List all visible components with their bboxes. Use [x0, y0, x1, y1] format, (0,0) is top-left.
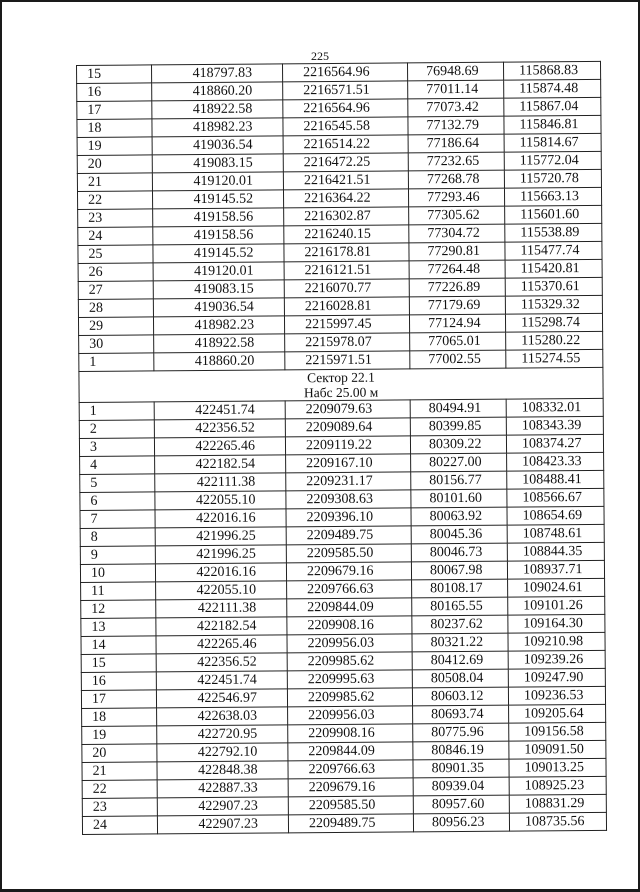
- point-number-cell: 22: [77, 191, 152, 210]
- point-number-cell: 24: [78, 227, 153, 246]
- local-y-cell: 109024.61: [508, 578, 605, 597]
- y-coordinate-cell: 2216364.22: [283, 189, 408, 208]
- local-x-cell: 80165.55: [412, 597, 508, 616]
- point-number-cell: 28: [78, 299, 153, 318]
- point-number-cell: 20: [77, 155, 152, 174]
- local-y-cell: 109101.26: [508, 596, 605, 615]
- local-y-cell: 115601.60: [505, 205, 602, 224]
- point-number-cell: 13: [81, 618, 156, 637]
- x-coordinate-cell: 422907.23: [157, 797, 288, 816]
- local-y-cell: 108937.71: [507, 560, 604, 579]
- point-number-cell: 5: [80, 474, 155, 493]
- x-coordinate-cell: 422907.23: [157, 815, 288, 834]
- y-coordinate-cell: 2216028.81: [284, 297, 409, 316]
- point-number-cell: 16: [81, 672, 156, 691]
- y-coordinate-cell: 2215971.51: [285, 351, 410, 370]
- local-x-cell: 80494.91: [410, 399, 506, 418]
- local-x-cell: 80108.17: [412, 579, 508, 598]
- local-y-cell: 109091.50: [509, 740, 606, 759]
- local-x-cell: 77073.42: [408, 98, 504, 117]
- local-x-cell: 80603.12: [412, 687, 508, 706]
- local-y-cell: 108925.23: [509, 776, 606, 795]
- local-x-cell: 80399.85: [410, 417, 506, 436]
- point-number-cell: 22: [82, 780, 157, 799]
- local-y-cell: 115477.74: [505, 241, 602, 260]
- point-number-cell: 29: [78, 317, 153, 336]
- x-coordinate-cell: 422265.46: [156, 635, 287, 654]
- point-number-cell: 2: [79, 420, 154, 439]
- local-x-cell: 80321.22: [412, 633, 508, 652]
- local-x-cell: 77305.62: [409, 206, 505, 225]
- x-coordinate-cell: 418982.23: [152, 118, 283, 137]
- x-coordinate-cell: 418860.20: [152, 82, 283, 101]
- local-x-cell: 77232.65: [408, 152, 504, 171]
- y-coordinate-cell: 2209489.75: [288, 814, 413, 833]
- local-y-cell: 115274.55: [506, 349, 603, 368]
- x-coordinate-cell: 422016.16: [155, 563, 286, 582]
- y-coordinate-cell: 2209956.03: [287, 634, 412, 653]
- point-number-cell: 17: [77, 101, 152, 120]
- local-y-cell: 109205.64: [509, 704, 606, 723]
- x-coordinate-cell: 422111.38: [155, 473, 286, 492]
- local-x-cell: 77011.14: [408, 80, 504, 99]
- y-coordinate-cell: 2209766.63: [288, 760, 413, 779]
- local-x-cell: 77065.01: [410, 332, 506, 351]
- x-coordinate-cell: 422451.74: [156, 671, 287, 690]
- local-x-cell: 77226.89: [409, 278, 505, 297]
- local-x-cell: 76948.69: [407, 62, 503, 81]
- local-y-cell: 109013.25: [509, 758, 606, 777]
- x-coordinate-cell: 418982.23: [153, 316, 284, 335]
- point-number-cell: 23: [78, 209, 153, 228]
- x-coordinate-cell: 422055.10: [156, 581, 287, 600]
- x-coordinate-cell: 422265.46: [154, 437, 285, 456]
- local-y-cell: 108654.69: [507, 506, 604, 525]
- local-x-cell: 80309.22: [410, 435, 506, 454]
- y-coordinate-cell: 2209844.09: [287, 598, 412, 617]
- point-number-cell: 4: [80, 456, 155, 475]
- local-y-cell: 108566.67: [507, 488, 604, 507]
- x-coordinate-cell: 421996.25: [155, 545, 286, 564]
- local-x-cell: 77186.64: [408, 134, 504, 153]
- y-coordinate-cell: 2216178.81: [284, 243, 409, 262]
- x-coordinate-cell: 422182.54: [156, 617, 287, 636]
- point-number-cell: 19: [82, 726, 157, 745]
- y-coordinate-cell: 2216564.96: [283, 99, 408, 118]
- local-x-cell: 80101.60: [411, 489, 507, 508]
- local-y-cell: 109210.98: [508, 632, 605, 651]
- point-number-cell: 20: [82, 744, 157, 763]
- sector-title: Сектор 22.1: [307, 369, 375, 386]
- x-coordinate-cell: 419036.54: [152, 136, 283, 155]
- x-coordinate-cell: 422546.97: [156, 689, 287, 708]
- y-coordinate-cell: 2209119.22: [285, 436, 410, 455]
- x-coordinate-cell: 422848.38: [157, 761, 288, 780]
- y-coordinate-cell: 2209308.63: [286, 490, 411, 509]
- y-coordinate-cell: 2216070.77: [284, 279, 409, 298]
- sector-header-group: [79, 367, 603, 402]
- y-coordinate-cell: 2216571.51: [283, 81, 408, 100]
- y-coordinate-cell: 2209089.64: [285, 418, 410, 437]
- y-coordinate-cell: 2216302.87: [284, 207, 409, 226]
- point-number-cell: 21: [82, 762, 157, 781]
- x-coordinate-cell: 419083.15: [152, 154, 283, 173]
- local-y-cell: 109239.26: [508, 650, 605, 669]
- local-x-cell: 77293.46: [408, 188, 504, 207]
- local-y-cell: 115663.13: [504, 187, 601, 206]
- point-number-cell: 11: [81, 582, 156, 601]
- x-coordinate-cell: 418797.83: [152, 64, 283, 83]
- x-coordinate-cell: 422451.74: [154, 401, 285, 420]
- y-coordinate-cell: 2216472.25: [283, 153, 408, 172]
- local-x-cell: 80045.36: [411, 525, 507, 544]
- x-coordinate-cell: 422792.10: [157, 743, 288, 762]
- y-coordinate-cell: 2216514.22: [283, 135, 408, 154]
- point-number-cell: 26: [78, 263, 153, 282]
- local-x-cell: 80412.69: [412, 651, 508, 670]
- local-y-cell: 108844.35: [507, 542, 604, 561]
- x-coordinate-cell: 422016.16: [155, 509, 286, 528]
- local-x-cell: 80227.00: [411, 453, 507, 472]
- point-number-cell: 21: [77, 173, 152, 192]
- x-coordinate-cell: 418922.58: [152, 100, 283, 119]
- local-x-cell: 80508.04: [412, 669, 508, 688]
- local-y-cell: 108332.01: [506, 398, 603, 417]
- point-number-cell: 27: [78, 281, 153, 300]
- x-coordinate-cell: 422720.95: [157, 725, 288, 744]
- local-y-cell: 108374.27: [506, 434, 603, 453]
- page-number: 225: [311, 49, 329, 63]
- x-coordinate-cell: 419145.52: [153, 244, 284, 263]
- y-coordinate-cell: 2209679.16: [286, 562, 411, 581]
- point-number-cell: 17: [81, 690, 156, 709]
- y-coordinate-cell: 2209908.16: [287, 616, 412, 635]
- point-number-cell: 3: [79, 438, 154, 457]
- x-coordinate-cell: 422111.38: [156, 599, 287, 618]
- rows-before-sector: [77, 61, 603, 371]
- y-coordinate-cell: 2209489.75: [286, 526, 411, 545]
- point-number-cell: 7: [80, 510, 155, 529]
- local-x-cell: 80046.73: [411, 543, 507, 562]
- y-coordinate-cell: 2209956.03: [288, 706, 413, 725]
- local-y-cell: 115867.04: [504, 97, 601, 116]
- y-coordinate-cell: 2209844.09: [288, 742, 413, 761]
- local-y-cell: 115814.67: [504, 133, 601, 152]
- point-number-cell: 18: [77, 119, 152, 138]
- coordinate-table: [76, 61, 607, 835]
- local-y-cell: 115846.81: [504, 115, 601, 134]
- local-y-cell: 115720.78: [504, 169, 601, 188]
- local-x-cell: 80775.96: [413, 723, 509, 742]
- x-coordinate-cell: 422055.10: [155, 491, 286, 510]
- local-y-cell: 115772.04: [504, 151, 601, 170]
- point-number-cell: 14: [81, 636, 156, 655]
- x-coordinate-cell: 419145.52: [152, 190, 283, 209]
- point-number-cell: 10: [80, 564, 155, 583]
- local-x-cell: 80901.35: [413, 759, 509, 778]
- y-coordinate-cell: 2215997.45: [284, 315, 409, 334]
- y-coordinate-cell: 2209167.10: [286, 454, 411, 473]
- point-number-cell: 15: [81, 654, 156, 673]
- local-x-cell: 80846.19: [413, 741, 509, 760]
- local-y-cell: 108423.33: [507, 452, 604, 471]
- local-y-cell: 108343.39: [506, 416, 603, 435]
- local-x-cell: 77179.69: [409, 296, 505, 315]
- local-x-cell: 80063.92: [411, 507, 507, 526]
- point-number-cell: 15: [77, 65, 152, 84]
- local-y-cell: 115874.48: [504, 79, 601, 98]
- local-y-cell: 109156.58: [509, 722, 606, 741]
- local-x-cell: 80957.60: [413, 795, 509, 814]
- x-coordinate-cell: 419158.56: [153, 208, 284, 227]
- local-x-cell: 77124.94: [409, 314, 505, 333]
- x-coordinate-cell: 419036.54: [153, 298, 284, 317]
- y-coordinate-cell: 2216545.58: [283, 117, 408, 136]
- point-number-cell: 12: [81, 600, 156, 619]
- point-number-cell: 1: [79, 402, 154, 421]
- rows-after-sector: [79, 398, 606, 834]
- local-y-cell: 108831.29: [509, 794, 606, 813]
- y-coordinate-cell: 2216240.15: [284, 225, 409, 244]
- local-x-cell: 77002.55: [410, 350, 506, 369]
- y-coordinate-cell: 2209231.17: [286, 472, 411, 491]
- x-coordinate-cell: 418922.58: [154, 334, 285, 353]
- y-coordinate-cell: 2216421.51: [283, 171, 408, 190]
- y-coordinate-cell: 2209995.63: [287, 670, 412, 689]
- local-x-cell: 77290.81: [409, 242, 505, 261]
- y-coordinate-cell: 2209396.10: [286, 508, 411, 527]
- point-number-cell: 1: [79, 353, 154, 372]
- y-coordinate-cell: 2209766.63: [287, 580, 412, 599]
- point-number-cell: 30: [79, 335, 154, 354]
- local-x-cell: 80237.62: [412, 615, 508, 634]
- x-coordinate-cell: 422638.03: [157, 707, 288, 726]
- x-coordinate-cell: 422182.54: [155, 455, 286, 474]
- x-coordinate-cell: 422356.52: [154, 419, 285, 438]
- point-number-cell: 24: [82, 816, 157, 835]
- point-number-cell: 19: [77, 137, 152, 156]
- local-x-cell: 80156.77: [411, 471, 507, 490]
- local-y-cell: 108735.56: [509, 812, 606, 831]
- point-number-cell: 9: [80, 546, 155, 565]
- y-coordinate-cell: 2209908.16: [288, 724, 413, 743]
- sector-header-row: [79, 367, 603, 402]
- y-coordinate-cell: 2209985.62: [287, 652, 412, 671]
- local-y-cell: 115298.74: [505, 313, 602, 332]
- local-y-cell: 108488.41: [507, 470, 604, 489]
- point-number-cell: 25: [78, 245, 153, 264]
- local-x-cell: 80939.04: [413, 777, 509, 796]
- x-coordinate-cell: 419083.15: [153, 280, 284, 299]
- local-y-cell: 115868.83: [503, 61, 600, 80]
- y-coordinate-cell: 2215978.07: [285, 333, 410, 352]
- point-number-cell: 23: [82, 798, 157, 817]
- local-y-cell: 115280.22: [506, 331, 603, 350]
- point-number-cell: 8: [80, 528, 155, 547]
- y-coordinate-cell: 2216564.96: [282, 63, 407, 82]
- y-coordinate-cell: 2209585.50: [286, 544, 411, 563]
- local-y-cell: 109164.30: [508, 614, 605, 633]
- local-x-cell: 77132.79: [408, 116, 504, 135]
- x-coordinate-cell: 421996.25: [155, 527, 286, 546]
- sector-height-label: Набс 25.00 м: [303, 384, 379, 401]
- local-y-cell: 115538.89: [505, 223, 602, 242]
- local-x-cell: 80693.74: [413, 705, 509, 724]
- y-coordinate-cell: 2209079.63: [285, 400, 410, 419]
- local-x-cell: 77264.48: [409, 260, 505, 279]
- table-row: [82, 812, 606, 834]
- y-coordinate-cell: 2209679.16: [288, 778, 413, 797]
- sector-header: [79, 367, 603, 402]
- local-x-cell: 77268.78: [408, 170, 504, 189]
- x-coordinate-cell: 419120.01: [152, 172, 283, 191]
- local-y-cell: 115420.81: [505, 259, 602, 278]
- point-number-cell: 18: [82, 708, 157, 727]
- local-y-cell: 115370.61: [505, 277, 602, 296]
- y-coordinate-cell: 2209985.62: [287, 688, 412, 707]
- local-x-cell: 77304.72: [409, 224, 505, 243]
- y-coordinate-cell: 2209585.50: [288, 796, 413, 815]
- x-coordinate-cell: 422356.52: [156, 653, 287, 672]
- local-y-cell: 115329.32: [505, 295, 602, 314]
- x-coordinate-cell: 418860.20: [154, 352, 285, 371]
- local-x-cell: 80956.23: [413, 813, 509, 832]
- point-number-cell: 6: [80, 492, 155, 511]
- point-number-cell: 16: [77, 83, 152, 102]
- y-coordinate-cell: 2216121.51: [284, 261, 409, 280]
- x-coordinate-cell: 419158.56: [153, 226, 284, 245]
- local-y-cell: 108748.61: [507, 524, 604, 543]
- x-coordinate-cell: 419120.01: [153, 262, 284, 281]
- x-coordinate-cell: 422887.33: [157, 779, 288, 798]
- local-y-cell: 109236.53: [508, 686, 605, 705]
- local-x-cell: 80067.98: [411, 561, 507, 580]
- local-y-cell: 109247.90: [508, 668, 605, 687]
